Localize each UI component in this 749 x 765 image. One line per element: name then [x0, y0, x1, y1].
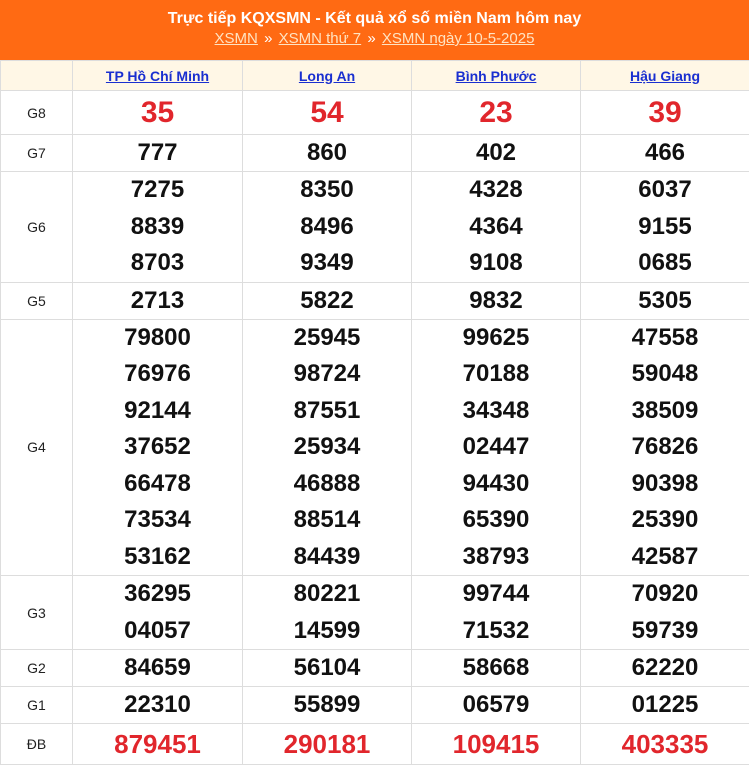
prize-number: 70188 — [412, 356, 580, 393]
prize-row-g5 — [1, 282, 749, 319]
prize-number: 37652 — [73, 429, 242, 466]
prize-cell — [243, 687, 412, 724]
prize-number: 73534 — [73, 502, 242, 539]
special-prize-number: 290181 — [243, 724, 411, 764]
prize-number: 53162 — [73, 539, 242, 576]
prize-cell — [73, 172, 243, 283]
prize-label: ĐB — [1, 724, 73, 765]
prize-number: 98724 — [243, 356, 411, 393]
prize-number: 65390 — [412, 502, 580, 539]
prize-number: 25934 — [243, 429, 411, 466]
prize-number: 04057 — [73, 613, 242, 650]
province-header — [73, 61, 243, 91]
breadcrumb-separator: » — [365, 30, 377, 47]
prize-number: 4328 — [412, 172, 580, 209]
prize-label: G2 — [1, 650, 73, 687]
prize-number: 22310 — [73, 687, 242, 723]
prize-row-g6 — [1, 172, 749, 283]
prize-cell — [581, 135, 749, 172]
prize-label: G5 — [1, 282, 73, 319]
link-xsmn[interactable]: XSMN — [215, 30, 258, 47]
prize-cell — [581, 576, 749, 650]
prize-label: G4 — [1, 319, 73, 576]
prize-cell — [73, 282, 243, 319]
prize-number: 5305 — [581, 283, 749, 319]
prize-cell — [243, 650, 412, 687]
prize-number: 860 — [243, 135, 411, 171]
prize-cell — [412, 135, 581, 172]
prize-cell — [243, 319, 412, 576]
prize-cell — [412, 172, 581, 283]
prize-number: 80221 — [243, 576, 411, 613]
prize-cell — [412, 724, 581, 765]
prize-number: 4364 — [412, 209, 580, 246]
prize-number: 38793 — [412, 539, 580, 576]
province-link-long-an[interactable]: Long An — [299, 68, 355, 84]
prize-number: 92144 — [73, 393, 242, 430]
prize-label: G3 — [1, 576, 73, 650]
prize-cell — [412, 650, 581, 687]
prize-label: G7 — [1, 135, 73, 172]
prize-number: 99744 — [412, 576, 580, 613]
prize-number: 14599 — [243, 613, 411, 650]
prize-cell — [581, 650, 749, 687]
prize-row-g7 — [1, 135, 749, 172]
prize-cell — [581, 724, 749, 765]
special-prize-number: 403335 — [581, 724, 749, 764]
prize-number: 90398 — [581, 466, 749, 503]
prize-number: 88514 — [243, 502, 411, 539]
prize-cell — [243, 282, 412, 319]
prize-cell — [243, 91, 412, 135]
prize-number: 01225 — [581, 687, 749, 723]
prize-number: 9108 — [412, 245, 580, 282]
prize-row-g2 — [1, 650, 749, 687]
link-xsmn-date[interactable]: XSMN ngày 10-5-2025 — [382, 30, 535, 47]
prize-number: 62220 — [581, 650, 749, 686]
prize-number: 42587 — [581, 539, 749, 576]
prize-cell — [412, 687, 581, 724]
prize-number: 47558 — [581, 320, 749, 357]
prize-cell — [243, 135, 412, 172]
province-link-hau-giang[interactable]: Hậu Giang — [630, 68, 700, 84]
prize-number: 9832 — [412, 283, 580, 319]
province-header — [581, 61, 749, 91]
prize-number: 36295 — [73, 576, 242, 613]
prize-label: G8 — [1, 91, 73, 135]
breadcrumb-separator: » — [262, 30, 274, 47]
special-prize-number: 879451 — [73, 724, 242, 764]
prize-cell — [73, 319, 243, 576]
prize-number: 8496 — [243, 209, 411, 246]
prize-row-g4 — [1, 319, 749, 576]
prize-number: 402 — [412, 135, 580, 171]
prize-number: 35 — [73, 91, 242, 134]
prize-number: 6037 — [581, 172, 749, 209]
prize-cell — [412, 282, 581, 319]
prize-number: 38509 — [581, 393, 749, 430]
prize-cell — [73, 91, 243, 135]
prize-cell — [412, 576, 581, 650]
prize-number: 76976 — [73, 356, 242, 393]
prize-number: 25390 — [581, 502, 749, 539]
page-title: Trực tiếp KQXSMN - Kết quả xổ số miền Nam hôm nay — [0, 9, 749, 29]
prize-number: 55899 — [243, 687, 411, 723]
results-table — [0, 60, 749, 765]
prize-number: 5822 — [243, 283, 411, 319]
prize-number: 87551 — [243, 393, 411, 430]
province-header-row — [1, 61, 749, 91]
prize-number: 56104 — [243, 650, 411, 686]
prize-cell — [412, 319, 581, 576]
prize-number: 66478 — [73, 466, 242, 503]
prize-number: 94430 — [412, 466, 580, 503]
province-link-hcm[interactable]: TP Hồ Chí Minh — [106, 68, 209, 84]
prize-number: 84439 — [243, 539, 411, 576]
prize-label: G6 — [1, 172, 73, 283]
prize-number: 46888 — [243, 466, 411, 503]
prize-number: 06579 — [412, 687, 580, 723]
prize-cell — [243, 576, 412, 650]
link-xsmn-thu-7[interactable]: XSMN thứ 7 — [279, 30, 362, 47]
prize-cell — [243, 724, 412, 765]
prize-number: 2713 — [73, 283, 242, 319]
prize-label: G1 — [1, 687, 73, 724]
prize-number: 7275 — [73, 172, 242, 209]
province-header — [243, 61, 412, 91]
prize-cell — [73, 687, 243, 724]
prize-cell — [581, 687, 749, 724]
prize-cell — [581, 91, 749, 135]
prize-number: 39 — [581, 91, 749, 134]
prize-cell — [73, 576, 243, 650]
prize-number: 34348 — [412, 393, 580, 430]
prize-number: 777 — [73, 135, 242, 171]
prize-number: 76826 — [581, 429, 749, 466]
prize-number: 8703 — [73, 245, 242, 282]
province-link-binh-phuoc[interactable]: Bình Phước — [456, 68, 537, 84]
prize-row-g3 — [1, 576, 749, 650]
prize-row-db — [1, 724, 749, 765]
special-prize-number: 109415 — [412, 724, 580, 764]
prize-number: 59048 — [581, 356, 749, 393]
prize-number: 58668 — [412, 650, 580, 686]
prize-number: 9349 — [243, 245, 411, 282]
prize-number: 70920 — [581, 576, 749, 613]
prize-cell — [73, 724, 243, 765]
prize-number: 0685 — [581, 245, 749, 282]
breadcrumb — [0, 29, 749, 49]
prize-number: 466 — [581, 135, 749, 171]
prize-number: 71532 — [412, 613, 580, 650]
prize-row-g1 — [1, 687, 749, 724]
prize-number: 23 — [412, 91, 580, 134]
prize-number: 8839 — [73, 209, 242, 246]
prize-number: 59739 — [581, 613, 749, 650]
province-header — [412, 61, 581, 91]
prize-number: 84659 — [73, 650, 242, 686]
prize-cell — [412, 91, 581, 135]
prize-cell — [581, 172, 749, 283]
prize-cell — [581, 282, 749, 319]
prize-cell — [73, 650, 243, 687]
prize-number: 25945 — [243, 320, 411, 357]
prize-number: 79800 — [73, 320, 242, 357]
prize-number: 02447 — [412, 429, 580, 466]
results-header — [0, 0, 749, 60]
prize-number: 99625 — [412, 320, 580, 357]
prize-cell — [243, 172, 412, 283]
prize-number: 8350 — [243, 172, 411, 209]
prize-number: 9155 — [581, 209, 749, 246]
header-corner — [1, 61, 73, 91]
prize-cell — [73, 135, 243, 172]
prize-cell — [581, 319, 749, 576]
prize-number: 54 — [243, 91, 411, 134]
prize-row-g8 — [1, 91, 749, 135]
